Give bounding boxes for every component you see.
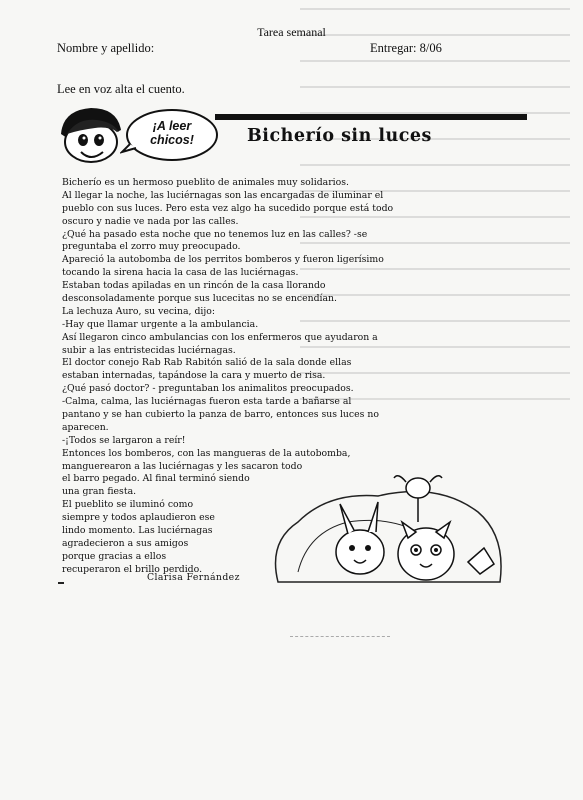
story-line: lindo momento. Las luciérnagas [62,525,213,537]
story-line: La lechuza Auro, su vecina, dijo: [62,305,216,317]
story-line: -Hay que llamar urgente a la ambulancia. [62,318,259,330]
story-line: Entonces los bomberos, con las mangueras de la autobomba, [62,447,351,459]
story-line: -¡Todos se largaron a reír! [62,434,186,446]
story-author: Clarisa Fernández [147,572,240,583]
instruction-text: Lee en voz alta el cuento. [57,82,185,96]
bubble-line-1: ¡A leer [152,119,192,133]
speech-bubble [120,106,220,164]
story-line: El doctor conejo Rab Rab Rabitón salió de la sala donde ellas [62,357,352,369]
story-line: tocando la sirena hacia la casa de las luciérnagas. [62,267,299,279]
story-line: agradecieron a sus amigos [62,537,189,549]
story-line: Bicherío es un hermoso pueblito de animales muy solidarios. [62,177,349,188]
due-date-label: Entregar: 8/06 [370,41,442,55]
story-line: Estaban todas apiladas en un rincón de la casa llorando [62,280,326,292]
story-line: ¿Qué pasó doctor? - preguntaban los animalitos preocupados. [62,383,354,395]
story-line: aparecen. [62,421,109,433]
story-banner [57,104,527,168]
story-line: el barro pegado. Al final terminó siendo [62,473,250,485]
story-line: El pueblito se iluminó como [62,499,194,511]
animals-illustration-icon [268,452,508,592]
bottom-divider [290,636,390,638]
story-line: Así llegaron cinco ambulancias con los enfermeros que ayudaron a [62,331,378,343]
story-line: una gran fiesta. [62,486,137,498]
story-line: siempre y todos aplaudieron ese [62,512,215,524]
story-line: oscuro y nadie ve nada por las calles. [62,215,239,227]
story-line: manguerearon a las luciérnagas y les sacaron todo [62,460,303,472]
story-line: Apareció la autobomba de los perritos bomberos y fueron ligerísimo [62,254,384,266]
worksheet-title: Tarea semanal [257,25,326,39]
story-line: preguntaba el zorro muy preocupado. [62,241,241,253]
scan-mark [58,582,64,584]
story-line: ¿Qué ha pasado esta noche que no tenemos luz en las calles? -se [62,228,368,240]
story-line: pueblo con sus luces. Pero esta vez algo ha sucedido porque está todo [62,202,394,214]
bubble-line-2: chicos! [150,133,194,147]
story-line: desconsoladamente porque sus lucecitas no se encendían. [62,293,337,305]
banner-rule [215,114,527,120]
story-title: Bicherío sin luces [247,126,432,146]
story-line: porque gracias a ellos [62,550,167,562]
story-line: recuperaron el brillo perdido. [62,563,203,575]
name-field-label: Nombre y apellido: [57,41,155,55]
story-line: pantano y se han cubierto la panza de barro, entonces sus luces no [62,409,379,421]
story-line: -Calma, calma, las luciérnagas fueron esta tarde a bañarse al [62,396,352,408]
story-line: Al llegar la noche, las luciérnagas son las encargadas de iluminar el [62,189,384,201]
story-line: subir a las entristecidas luciérnagas. [62,344,236,356]
story-line: estaban internadas, tapándose la cara y muerto de risa. [62,370,326,382]
